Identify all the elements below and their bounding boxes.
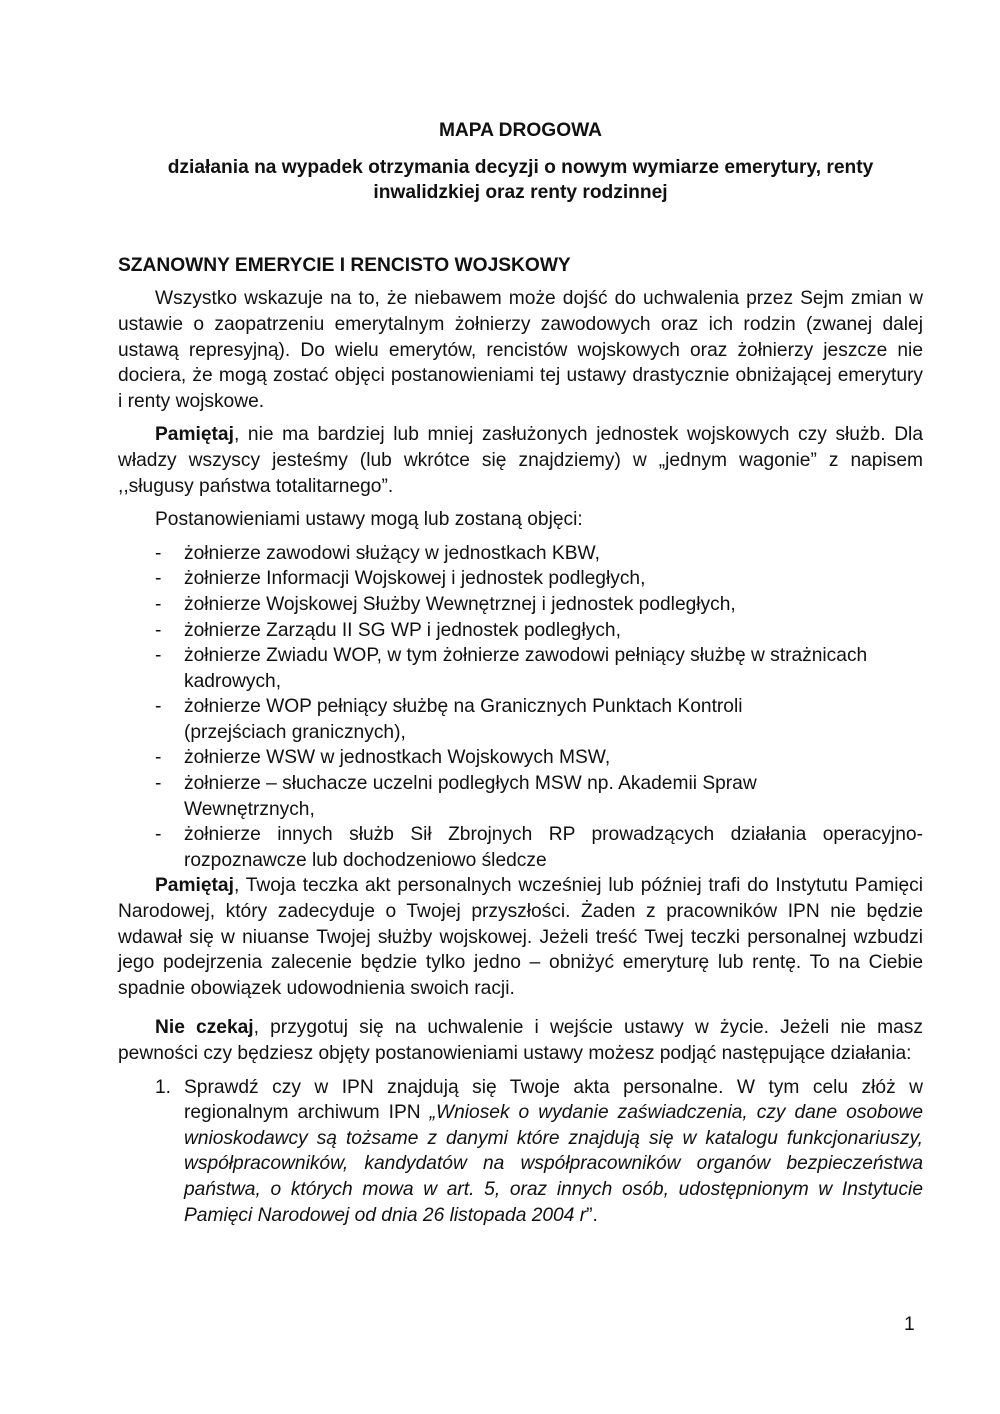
paragraph-intro: Wszystko wskazuje na to, że niebawem może dojść do uchwalenia przez Sejm zmian w ustawie o zaopatrzeniu emerytalnym żołnierzy zawodowych oraz ich rodzin (zwanej dalej ustawą represyjną). Do wielu emerytów, rencistów wojskowych oraz żołnierzy jeszcze nie dociera, że mogą zostać objęci postanowieniami tej ustawy drastycznie obniżającej emerytury i renty wojskowe.: [118, 288, 923, 412]
list-item: [118, 745, 923, 771]
list-item-text: żołnierze innych służb Sił Zbrojnych RP prowadzących działania operacyjno-rozpoznawcze lub dochodzeniowo śledcze: [184, 824, 923, 871]
list-item-text: żołnierze Wojskowej Służby Wewnętrznej i jednostek podległych,: [184, 593, 736, 615]
paragraph-remember-1: [118, 422, 923, 499]
affected-units-list: [118, 541, 923, 874]
list-dash: -: [155, 568, 162, 590]
list-item: [118, 592, 923, 618]
paragraph-dont-wait: [118, 1015, 923, 1066]
step-number: 1.: [155, 1076, 172, 1098]
list-item-text: żołnierze WOP pełniący służbę na Granicznych Punktach Kontroli (przejściach granicznych),: [184, 696, 743, 743]
action-steps-list: [118, 1075, 923, 1229]
list-item: [118, 566, 923, 592]
document-title: MAPA DROGOWA: [438, 120, 603, 141]
step-text-end: ”.: [586, 1204, 598, 1226]
step-quoted-form-name: „Wniosek o wydanie zaświadczenia, czy dane osobowe wnioskodawcy są tożsame z danymi które znajdują się w katalogu funkcjonariuszy, współpracowników, kandydatów na współpracowników organów bezpieczeństwa państwa, o których mowa w art. 5, oraz innych osób, udostępnionym w Instytucie Pamięci Narodowej od dnia 26 listopada 2004 r: [184, 1102, 923, 1226]
list-item-text: żołnierze WSW w jednostkach Wojskowych MSW,: [184, 747, 611, 769]
list-dash: -: [155, 696, 162, 718]
emphasis-remember: Pamiętaj: [155, 424, 234, 446]
step-item: [118, 1075, 923, 1229]
paragraph-remember-2-text: , Twoja teczka akt personalnych wcześniej lub później trafi do Instytutu Pamięci Narodowej, który zadecyduje o Twojej przyszłości. Żaden z pracowników IPN nie będzie wdawał się w niuanse Twojej służby wojskowej. Jeżeli treść Twej teczki personalnej wzbudzi jego podejrzenia zalecenie będzie tylko jedno – obniżyć emeryturę lub rentę. To na Ciebie spadnie obowiązek udowodnienia swoich racji.: [118, 875, 923, 999]
emphasis-remember: Pamiętaj: [155, 875, 234, 897]
list-dash: -: [155, 542, 162, 564]
paragraph-remember-1-text: , nie ma bardziej lub mniej zasłużonych jednostek wojskowych czy służb. Dla władzy wszyscy jesteśmy (lub wkrótce się znajdziemy) w „jednym wagonie” z napisem ,,sługusy państwa totalitarnego”.: [118, 424, 923, 497]
list-item: [118, 694, 923, 745]
page-number: 1: [904, 1314, 915, 1335]
list-item: [118, 771, 923, 822]
list-dash: -: [155, 593, 162, 615]
document-subtitle: działania na wypadek otrzymania decyzji o nowym wymiarze emerytury, renty inwalidzkiej oraz renty rodzinnej: [167, 156, 874, 204]
list-item-text: żołnierze Zwiadu WOP, w tym żołnierze zawodowi pełniący służbę w strażnicach kadrowych,: [184, 645, 868, 692]
list-item-text: żołnierze Zarządu II SG WP i jednostek podległych,: [184, 619, 621, 641]
paragraph-dont-wait-text: , przygotuj się na uchwalenie i wejście ustawy w życie. Jeżeli nie masz pewności czy będziesz objęty postanowieniami ustawy możesz podjąć następujące działania:: [118, 1017, 923, 1064]
list-dash: -: [155, 619, 162, 641]
list-dash: -: [155, 645, 162, 667]
list-item: [118, 822, 923, 873]
list-dash: -: [155, 773, 162, 795]
list-item: [118, 541, 923, 567]
list-item-text: żołnierze – słuchacze uczelni podległych MSW np. Akademii Spraw Wewnętrznych,: [184, 773, 757, 820]
list-item-text: żołnierze zawodowi służący w jednostkach KBW,: [184, 542, 600, 564]
list-item-text: żołnierze Informacji Wojskowej i jednostek podległych,: [184, 568, 646, 590]
salutation-heading: SZANOWNY EMERYCIE I RENCISTO WOJSKOWY: [118, 254, 571, 276]
list-item: [118, 618, 923, 644]
document-page: [118, 118, 923, 1228]
emphasis-dont-wait: Nie czekaj: [155, 1017, 254, 1039]
list-item: [118, 643, 923, 694]
paragraph-list-intro: Postanowieniami ustawy mogą lub zostaną objęci:: [155, 509, 583, 531]
step-text: Sprawdź czy w IPN znajdują się Twoje akta personalne. W tym celu złóż w regionalnym archiwum IPN: [184, 1076, 923, 1124]
paragraph-remember-2: [118, 873, 923, 1001]
list-dash: -: [155, 824, 162, 846]
list-dash: -: [155, 747, 162, 769]
